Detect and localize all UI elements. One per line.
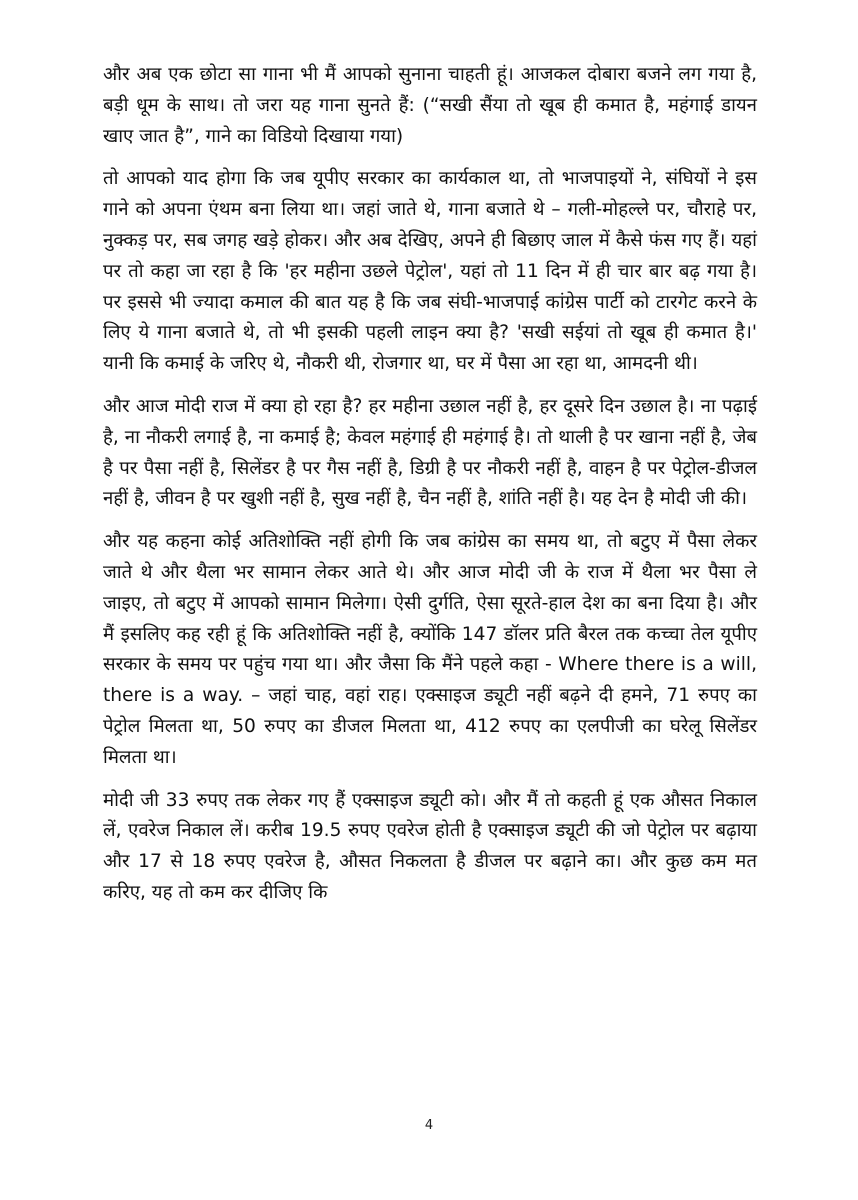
paragraph-upa-anthem: तो आपको याद होगा कि जब यूपीए सरकार का कार्यकाल था, तो भाजपाइयों ने, संघियों ने इस गाने को अपना एंथम बना लिया था। जहां जाते थे, गाना बजाते थे – गली-मोहल्ले पर, चौराहे पर, नुक्कड़ पर, सब जगह खड़े होकर। और अब देखिए, अपने ही बिछाए जाल में कैसे फंस गए हैं। यहां पर तो कहा जा रहा है कि 'हर महीना उछले पेट्रोल', यहां तो 11 दिन में ही चार बार बढ़ गया है। पर इससे भी ज्यादा कमाल की बात यह है कि जब संघी-भाजपाई कांग्रेस पार्टी को टारगेट करने के लिए ये गाना बजाते थे, तो भी इसकी पहली लाइन क्या है? 'सखी सईयां तो खूब ही कमात है।' यानी कि कमाई के जरिए थे, नौकरी थी, रोजगार था, घर में पैसा आ रहा था, आमदनी थी। xyxy=(103,168,757,375)
paragraph-excise-duty: मोदी जी 33 रुपए तक लेकर गए हैं एक्साइज ड्यूटी को। और मैं तो कहती हूं एक औसत निकाल लें, एवरेज निकाल लें। करीब 19.5 रुपए एवरेज होती है एक्साइज ड्यूटी की जो पेट्रोल पर बढ़ाया और 17 से 18 रुपए एवरेज है, औसत निकलता है डीजल पर बढ़ाने का। और कुछ कम मत करिए, यह तो कम कर दीजिए कि xyxy=(103,789,757,903)
paragraph-congress-era: और यह कहना कोई अतिशोक्ति नहीं होगी कि जब कांग्रेस का समय था, तो बटुए में पैसा लेकर जाते थे और थैला भर सामान लेकर आते थे। और आज मोदी जी के राज में थैला भर पैसा ले जाइए, तो बटुए में आपको सामान मिलेगा। ऐसी दुर्गति, ऐसा सूरते-हाल देश का बना दिया है। और मैं इसलिए कह रही हूं कि अतिशोक्ति नहीं है, क्योंकि 147 डॉलर प्रति बैरल तक कच्चा तेल यूपीए सरकार के समय पर पहुंच गया था। और जैसा कि मैंने पहले कहा - Where there is a will, there is a way. – जहां चाह, वहां राह। एक्साइज ड्यूटी नहीं बढ़ने दी हमने, 71 रुपए का पेट्रोल मिलता था, 50 रुपए का डीजल मिलता था, 412 रुपए का एलपीजी का घरेलू सिलेंडर मिलता था। xyxy=(103,531,758,768)
paragraph-song-intro: और अब एक छोटा सा गाना भी मैं आपको सुनाना चाहती हूं। आजकल दोबारा बजने लग गया है, बड़ी धूम के साथ। तो जरा यह गाना सुनते हैं: (“सखी सैंया तो खूब ही कमात है, महंगाई डायन खाए जात है”, गाने का विडियो दिखाया गया) xyxy=(103,64,757,147)
paragraph-modi-raj: और आज मोदी राज में क्या हो रहा है? हर महीना उछाल नहीं है, हर दूसरे दिन उछाल है। ना पढ़ाई है, ना नौकरी लगाई है, ना कमाई है; केवल महंगाई ही महंगाई है। तो थाली है पर खाना नहीं है, जेब है पर पैसा नहीं है, सिलेंडर है पर गैस नहीं है, डिग्री है पर नौकरी नहीं है, वाहन है पर पेट्रोल-डीजल नहीं है, जीवन है पर खुशी नहीं है, सुख नहीं है, चैन नहीं है, शांति नहीं है। यह देन है मोदी जी की। xyxy=(103,395,757,510)
page-number: 4 xyxy=(424,1118,434,1133)
